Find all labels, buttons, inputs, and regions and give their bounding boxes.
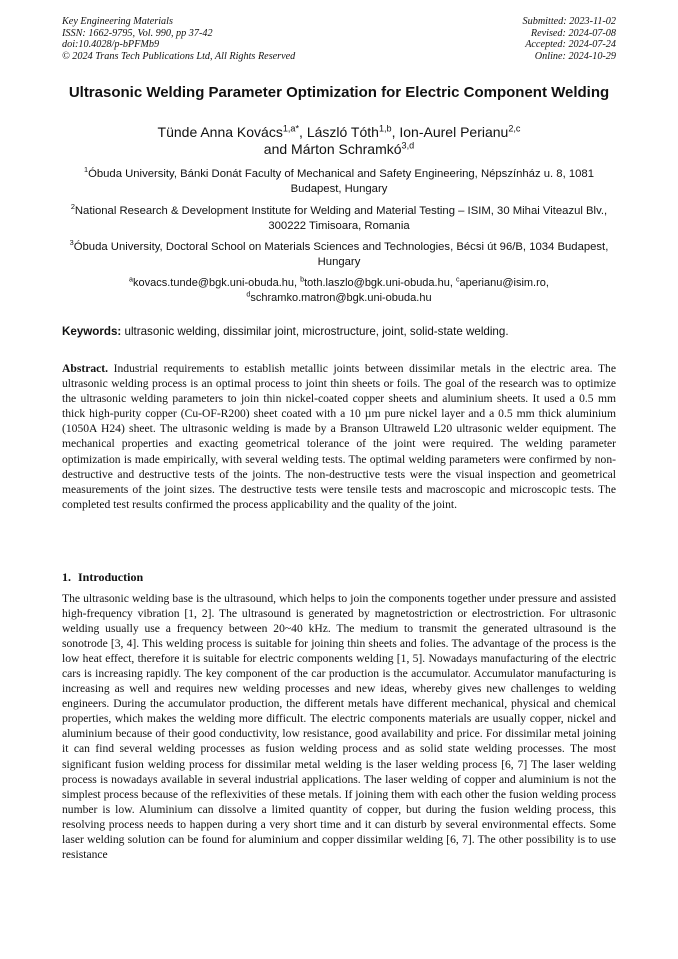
paper-title: Ultrasonic Welding Parameter Optimization for Electric Component Welding xyxy=(68,84,610,101)
email-link[interactable]: schramko.matron@bgk.uni-obuda.hu xyxy=(250,292,432,304)
author-line-2 xyxy=(62,141,616,158)
affiliation-mark: 2 xyxy=(70,202,75,212)
author-emails xyxy=(62,276,616,306)
abstract-text: Industrial requirements to establish metallic joints between dissimilar metals in the electric area. The ultrasonic welding process is an optimal process to joint thin sheets or foils. The goal of the research was to optimize the ultrasonic welding parameters to join thin nickel-coated copper sheets and aluminium sheets. It used a 0.5 mm thick high-purity copper (Cu-OF-R200) sheet coated with a 10 µm pure nickel layer and a 0.5 mm thick aluminium (1050A H24) sheet. The ultrasonic welding is made by a Branson Ultraweld L20 ultrasonic welder equipment. The mechanical properties and exacting geometrical tolerance of the joint were required. The welding parameter optimization is made empirically, with several welding tests. The optimal welding parameters were confirmed by non-destructive and destructive tests of the joints. The non-destructive tests were the visual inspection and geometrical measurements of the joint sizes. The destructive tests were tensile tests and macroscopic and microscopic tests. The completed test results confirmed the process applicability and the quality of the joint. xyxy=(62,362,616,511)
author-name: Ion-Aurel Perianu xyxy=(399,124,509,140)
abstract-label: Abstract. xyxy=(62,362,109,375)
author-affiliation-mark: 2,c xyxy=(508,123,521,134)
journal-name: Key Engineering Materials xyxy=(62,16,173,27)
section-number: 1. xyxy=(62,570,71,584)
journal-copyright: © 2024 Trans Tech Publications Ltd, All Rights Reserved xyxy=(62,50,296,62)
affiliation-mark: 3 xyxy=(69,238,74,248)
date-submitted: Submitted: 2023-11-02 xyxy=(522,16,616,27)
author-separator: , xyxy=(299,124,307,140)
affiliation-1 xyxy=(62,167,616,197)
email-mark: a xyxy=(129,275,134,284)
keywords-label: Keywords: xyxy=(62,325,122,338)
affiliation-text: Óbuda University, Bánki Donát Faculty of Mechanical and Safety Engineering, Népszínház u. 8, 1081 Budapest, Hungary xyxy=(88,168,594,195)
email-mark: b xyxy=(300,275,305,284)
author-affiliation-mark: 1,a* xyxy=(282,123,300,134)
email-link[interactable]: toth.laszlo@bgk.uni-obuda.hu, xyxy=(304,277,456,289)
affiliation-mark: 1 xyxy=(83,165,89,175)
affiliation-text: National Research & Development Institute for Welding and Material Testing – ISIM, 30 Mihai Viteazul Blv., 300222 Timisoara, Romania xyxy=(74,205,608,232)
affiliation-3 xyxy=(62,240,616,270)
author-name: László Tóth xyxy=(306,124,379,140)
journal-issn: ISSN: 1662-9795, Vol. 990, pp 37-42 xyxy=(62,27,213,39)
author-name: and Márton Schramkó xyxy=(263,141,402,157)
section-heading-introduction xyxy=(62,570,143,584)
email-link[interactable]: kovacs.tunde@bgk.uni-obuda.hu, xyxy=(133,277,301,289)
keywords xyxy=(62,325,616,339)
abstract xyxy=(62,361,616,512)
email-line-2 xyxy=(62,291,616,306)
journal-header-left xyxy=(62,16,295,62)
affiliation-text: Óbuda University, Doctoral School on Materials Sciences and Technologies, Bécsi út 96/B, 1034 Budapest, Hungary xyxy=(73,241,609,268)
author-separator: , xyxy=(391,124,400,140)
date-revised: Revised: 2024-07-08 xyxy=(530,27,616,39)
author-line-1 xyxy=(62,124,616,141)
affiliation-2 xyxy=(62,204,616,234)
email-mark: c xyxy=(455,275,460,284)
journal-doi: doi:10.4028/p-bPFMb9 xyxy=(62,39,160,51)
date-online: Online: 2024-10-29 xyxy=(534,50,616,62)
section-title: Introduction xyxy=(78,570,144,584)
author-list xyxy=(62,124,616,158)
journal-header-right xyxy=(523,16,616,62)
email-link[interactable]: aperianu@isim.ro, xyxy=(459,277,549,289)
keywords-text: ultrasonic welding, dissimilar joint, microstructure, joint, solid-state welding. xyxy=(121,325,509,338)
date-accepted: Accepted: 2024-07-24 xyxy=(525,39,616,51)
introduction-paragraph: The ultrasonic welding base is the ultrasound, which helps to join the components together under pressure and assisted high-frequency vibration [1, 2]. The ultrasound is generated by magnetostriction or electrostriction. For ultrasonic welding usually use a frequency between 20~40 kHz. The medium to transmit the generated ultrasound is the sonotrode [3, 4]. This welding process is suitable for joining thin sheets and folies. The advantage of the process is the low heat effect, therefore it is suitable for electric components welding [1, 5]. Nowadays manufacturing of the electric cars is increasing rapidly. The key component of the car production is the accumulator. Accumulator manufacturing is increasing as well and requires new welding processes and new ideas, whereby gives new challenges to welding engineers. During the accumulator production, the different metals have different mechanical, physical and chemical properties, which makes the welding more difficult. The electric components materials are usually copper, nickel and aluminium because of their good conductivity, low resistance, good availability and price. For dissimilar metal joining it can find several welding processes as fusion welding process and as solid state welding processes. The most significant fusion welding process for dissimilar metal welding is the laser welding process [6, 7] The laser welding process is nowadays available in several industrial applications. The laser welding of copper and aluminium is not the simplest process because of the reflexivities of these metals. If joining them with each other the fusion welding process number is low. Aluminium can dissolve a limited quantity of copper, but during the fusion welding process, this resolving process needs to happen during a very short time and it can disturb by several environmental effects. Some laser welding solution can be found for aluminium and copper dissimilar welding [6, 7]. The other possibility is to use resistance xyxy=(62,592,616,861)
author-affiliation-mark: 1,b xyxy=(378,123,392,134)
author-affiliation-mark: 3,d xyxy=(401,140,415,151)
email-line-1 xyxy=(62,276,616,291)
email-mark: d xyxy=(246,290,251,299)
author-name: Tünde Anna Kovács xyxy=(157,124,283,140)
